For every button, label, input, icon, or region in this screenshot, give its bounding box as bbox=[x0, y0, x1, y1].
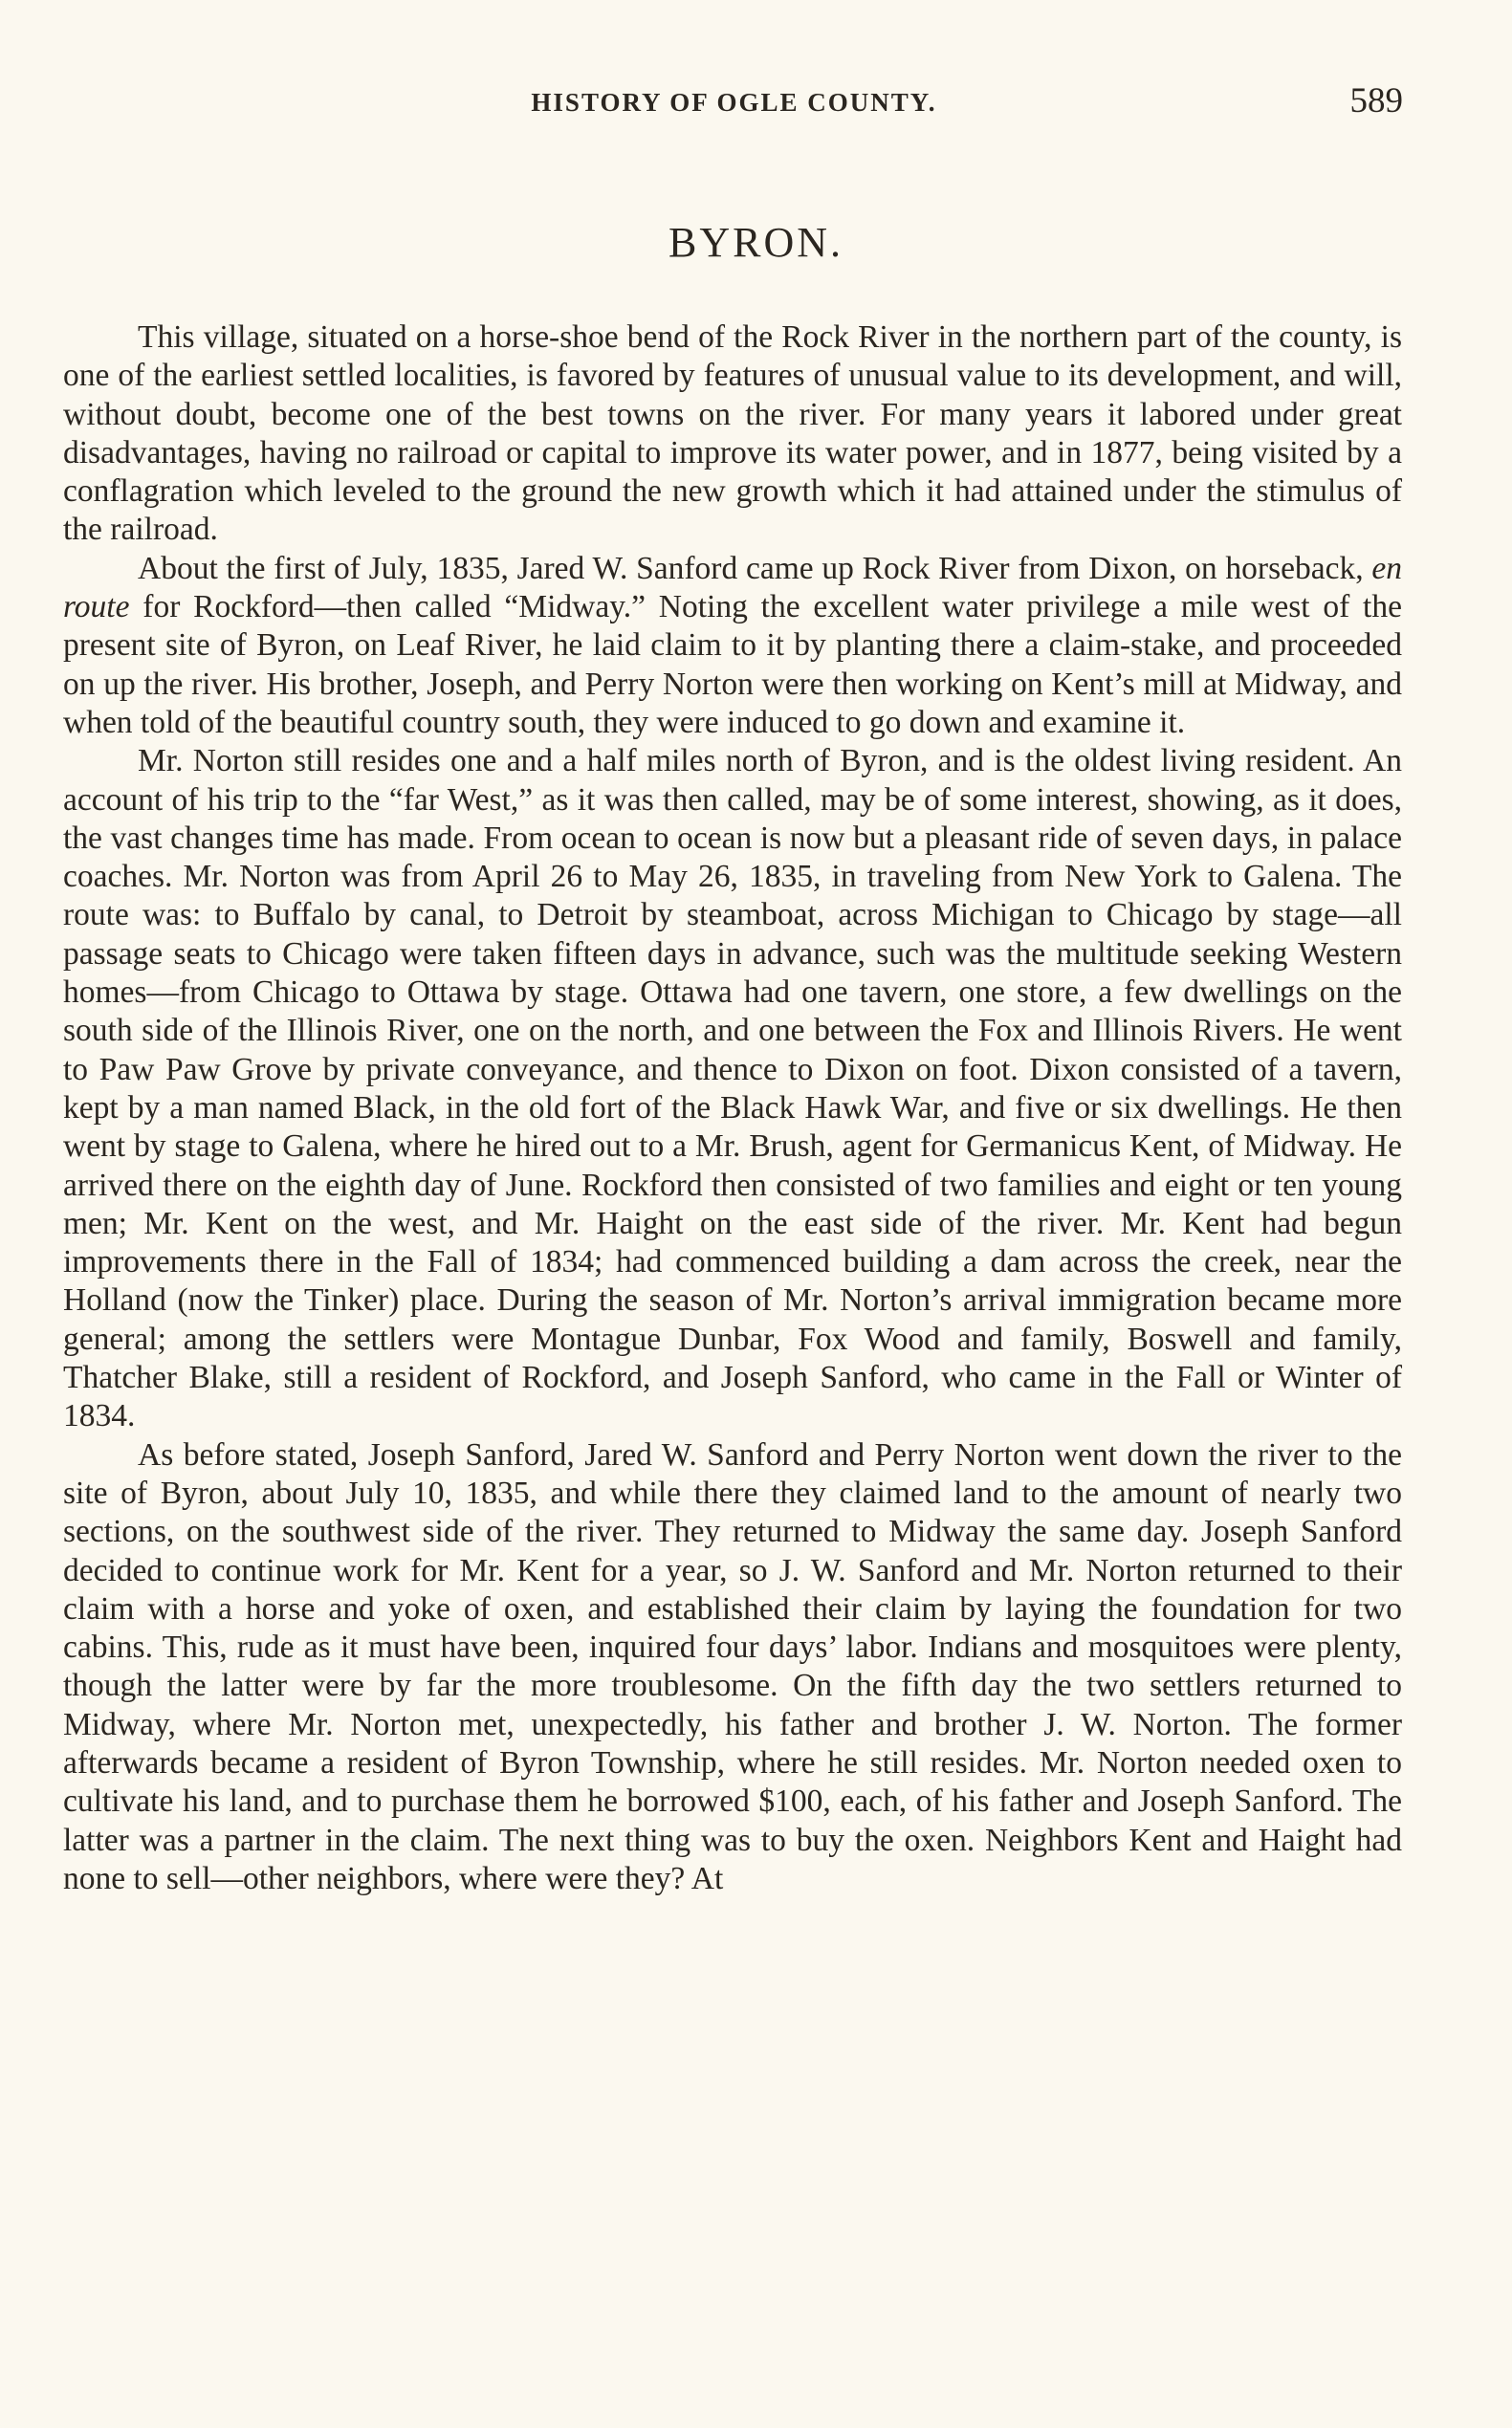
paragraph-2-italic-phrase: en route bbox=[63, 550, 1402, 625]
paragraph-2 bbox=[63, 550, 1402, 742]
paragraph-1-text: This village, situated on a horse-shoe bend of the Rock River in the northern part of the county, is one of the earliest settled localities, is favored by features of unusual value to its development, and will, without doubt, become one of the best towns on the river. For many years it labored under great disadvantages, having no railroad or capital to improve its water power, and in 1877, being visited by a conflagration which leveled to the ground the new growth which it had attained under the stimulus of the railroad. bbox=[63, 319, 1402, 548]
paragraph-4-text: As before stated, Joseph Sanford, Jared W. Sanford and Perry Norton went down the river to the site of Byron, about July 10, 1835, and while there they claimed land to the amount of nearly two sections, on the southwest side of the river. They returned to Midway the same day. Joseph Sanford decided to continue work for Mr. Kent for a year, so J. W. Sanford and Mr. Norton returned to their claim with a horse and yoke of oxen, and established their claim by laying the foundation for two cabins. This, rude as it must have been, inquired four days’ labor. Indians and mosquitoes were plenty, though the latter were by far the more troublesome. On the fifth day the two settlers returned to Midway, where Mr. Norton met, unexpectedly, his father and brother J. W. Norton. The former afterwards became a resident of Byron Township, where he still resides. Mr. Norton needed oxen to cultivate his land, and to purchase them he borrowed $100, each, of his father and Joseph Sanford. The latter was a partner in the claim. The next thing was to buy the oxen. Neighbors Kent and Haight had none to sell—other neighbors, where were they? At bbox=[63, 1436, 1402, 1896]
chapter-title: BYRON. bbox=[668, 219, 844, 266]
paragraph-3 bbox=[63, 742, 1402, 1435]
running-title: HISTORY OF OGLE COUNTY. bbox=[531, 88, 937, 117]
paragraph-2-text-before: About the first of July, 1835, Jared W. Sanford came up Rock River from Dixon, on horseback, bbox=[138, 550, 1372, 586]
paragraph-4 bbox=[63, 1436, 1402, 1899]
paragraph-3-text: Mr. Norton still resides one and a half miles north of Byron, and is the oldest living resident. An account of his trip to the “far West,” as it was then called, may be of some interest, showing, as it does, the vast changes time has made. From ocean to ocean is now but a pleasant ride of seven days, in palace coaches. Mr. Norton was from April 26 to May 26, 1835, in traveling from New York to Galena. The route was: to Buffalo by canal, to Detroit by steamboat, across Michigan to Chicago by stage—all passage seats to Chicago were taken fifteen days in advance, such was the multitude seeking Western homes—from Chicago to Ottawa by stage. Ottawa had one tavern, one store, a few dwellings on the south side of the Illinois River, one on the north, and one between the Fox and Illinois Rivers. He went to Paw Paw Grove by private conveyance, and thence to Dixon on foot. Dixon consisted of a tavern, kept by a man named Black, in the old fort of the Black Hawk War, and five or six dwellings. He then went by stage to Galena, where he hired out to a Mr. Brush, agent for Germanicus Kent, of Midway. He arrived there on the eighth day of June. Rockford then consisted of two families and eight or ten young men; Mr. Kent on the west, and Mr. Haight on the east side of the river. Mr. Kent had begun improvements there in the Fall of 1834; had commenced building a dam across the creek, near the Holland (now the Tinker) place. During the season of Mr. Norton’s arrival immigration became more general; among the settlers were Montague Dunbar, Fox Wood and family, Boswell and family, Thatcher Blake, still a resident of Rockford, and Joseph Sanford, who came in the Fall or Winter of 1834. bbox=[63, 743, 1402, 1434]
paragraph-2-text-after: for Rockford—then called “Midway.” Noting the excellent water privilege a mile west of the present site of Byron, on Leaf River, he laid claim to it by planting there a claim-stake, and proceeded on up the river. His brother, Joseph, and Perry Norton were then working on Kent’s mill at Midway, and when told of the beautiful country south, they were induced to go down and examine it. bbox=[63, 589, 1402, 740]
body-text bbox=[63, 318, 1402, 1898]
page-number: 589 bbox=[1349, 81, 1403, 120]
running-header bbox=[65, 80, 1403, 126]
paragraph-1 bbox=[63, 318, 1402, 550]
